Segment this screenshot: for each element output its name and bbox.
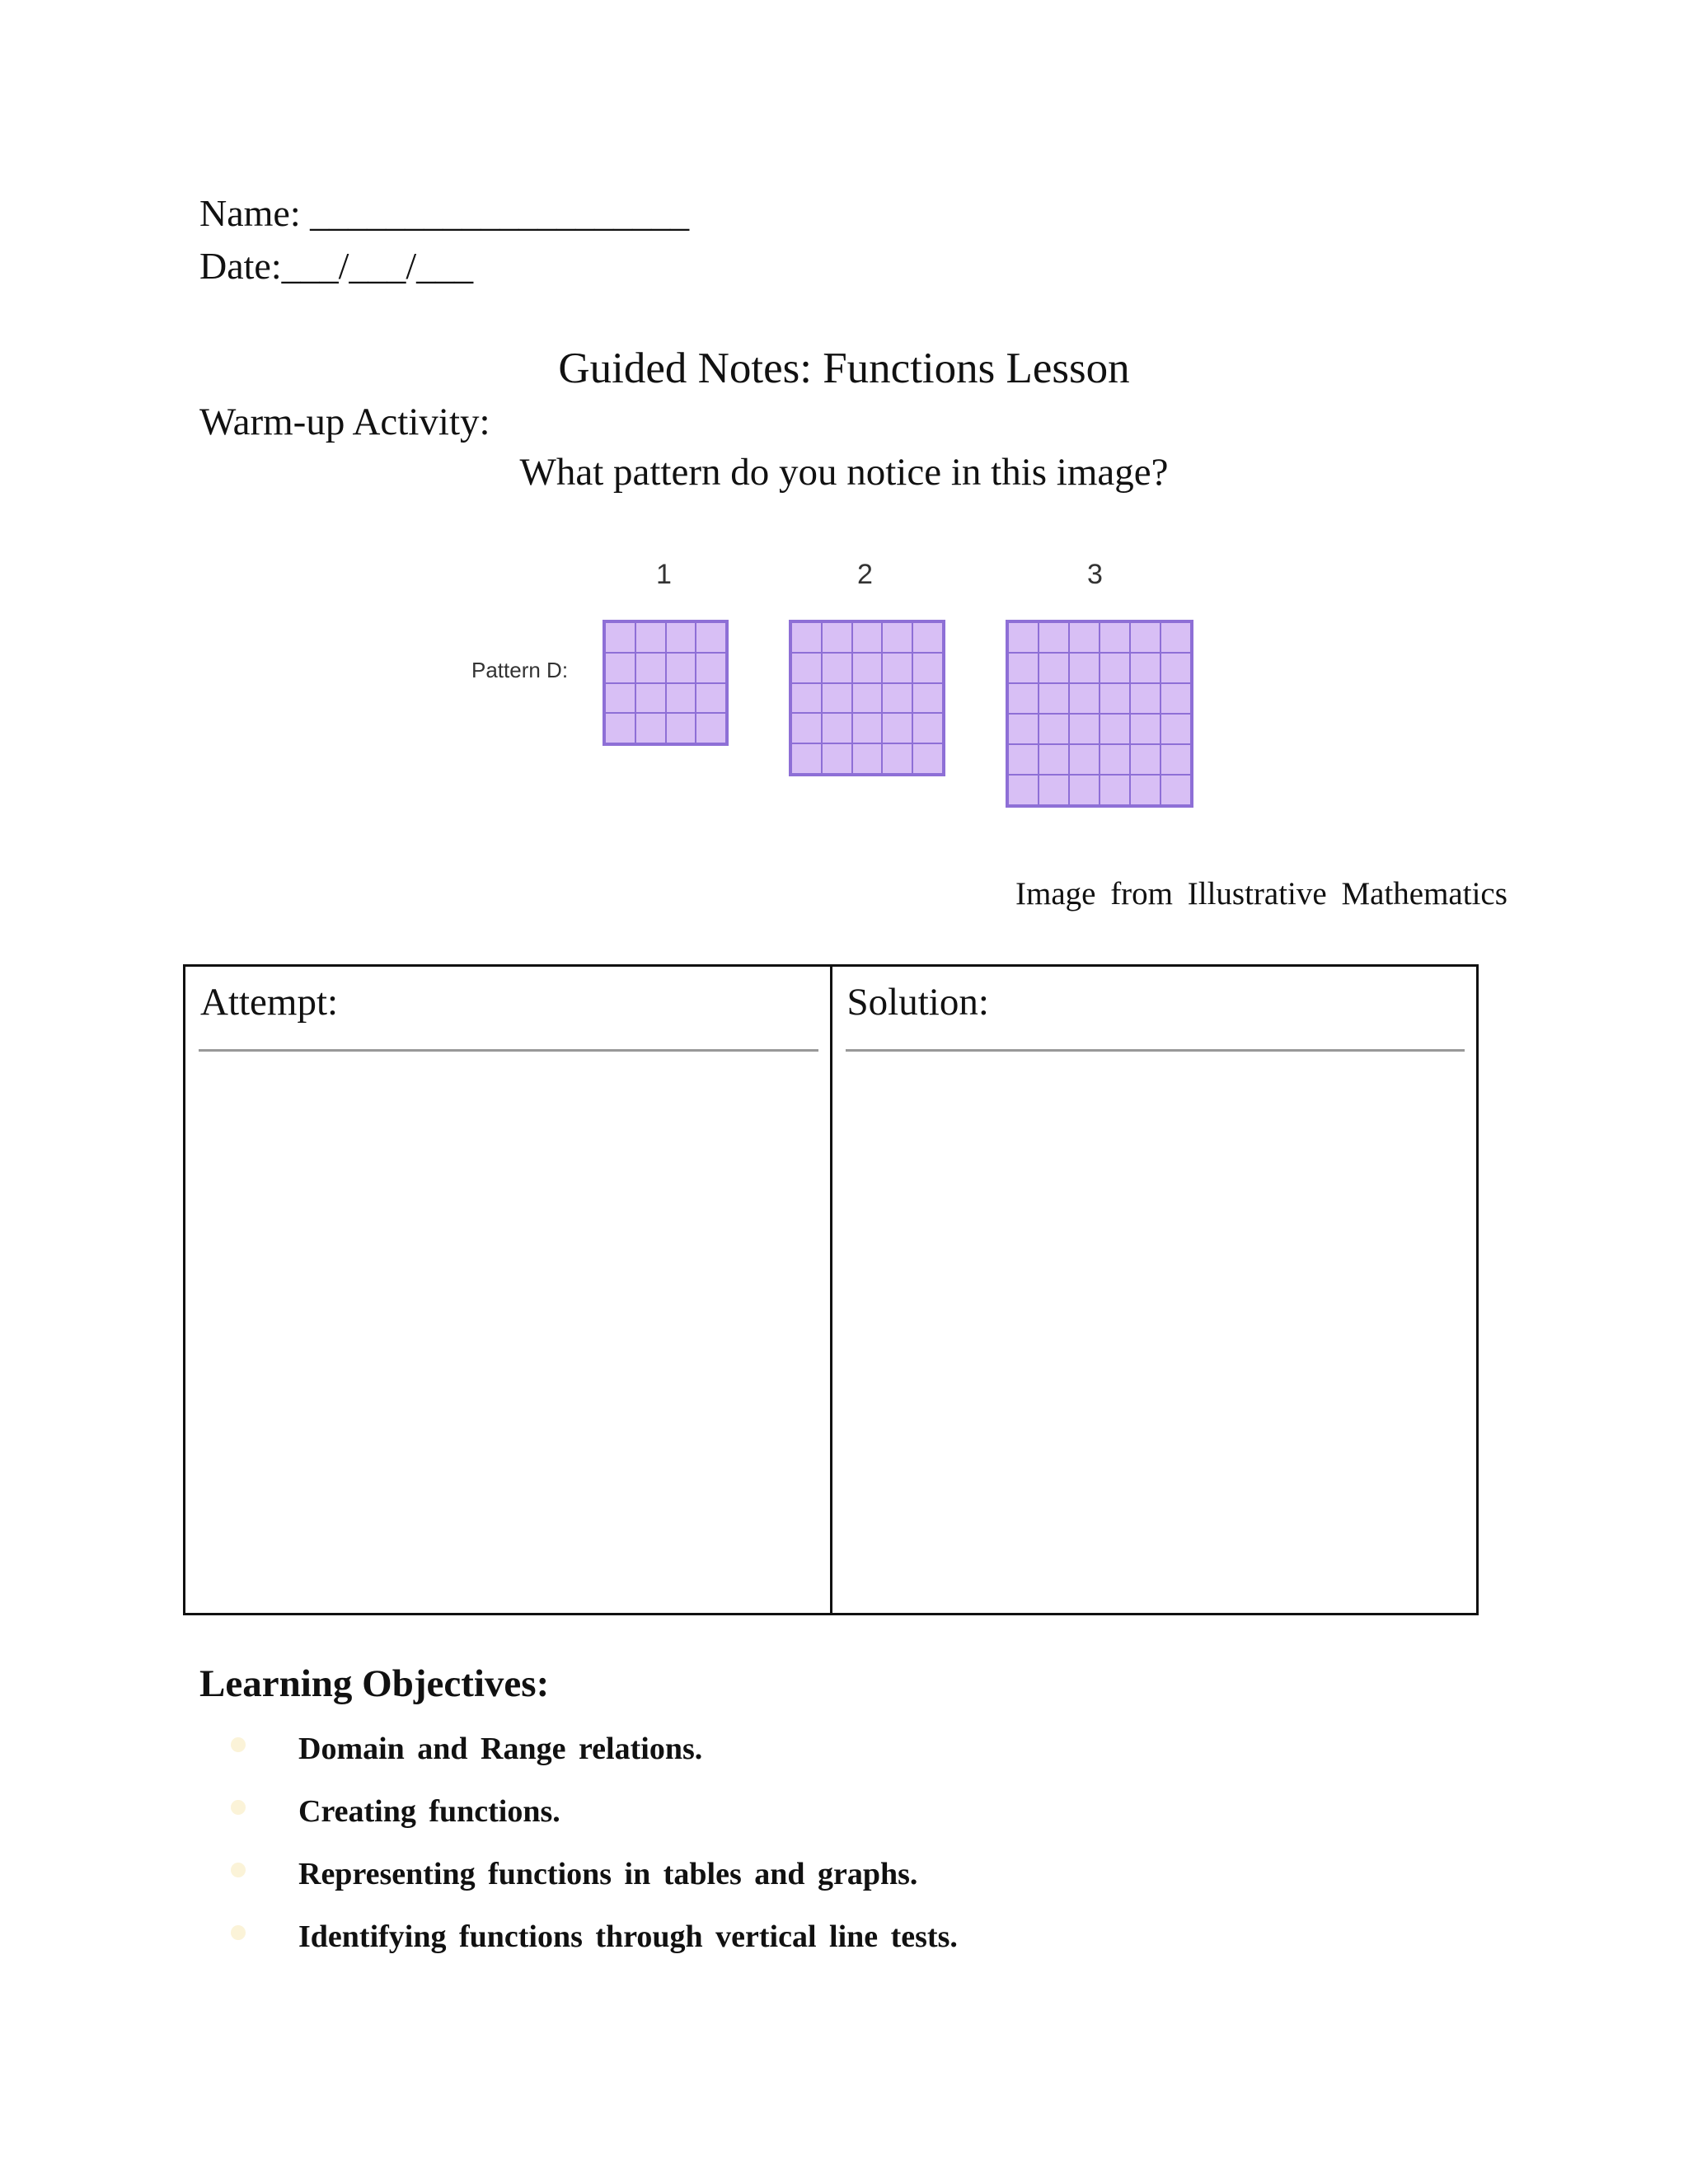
- name-field: Name: ____________________: [199, 192, 690, 234]
- grid-square: [852, 653, 883, 683]
- grid-square: [852, 622, 883, 653]
- grid-square: [852, 743, 883, 774]
- grid-square: [1069, 653, 1100, 683]
- grid-square: [1008, 714, 1039, 744]
- grid-square: [1130, 653, 1160, 683]
- grid-square: [912, 653, 943, 683]
- grid-square: [605, 622, 635, 653]
- grid-square: [822, 653, 852, 683]
- grid-square: [696, 683, 726, 714]
- grid-square: [882, 653, 912, 683]
- grid-square: [882, 713, 912, 743]
- grid-square: [696, 713, 726, 743]
- grid-square: [1039, 744, 1069, 775]
- objective-item: [223, 1731, 958, 1793]
- grid-square: [1039, 775, 1069, 805]
- image-credit: Image from Illustrative Mathematics: [1015, 876, 1507, 912]
- grid-square: [1039, 683, 1069, 714]
- solution-label: Solution:: [846, 981, 989, 1024]
- bullet-icon: [231, 1925, 246, 1940]
- grid-square: [912, 622, 943, 653]
- objective-text: Identifying functions through vertical line tests.: [298, 1919, 958, 1954]
- step-number-2: 2: [857, 559, 873, 590]
- grid-square: [635, 653, 666, 683]
- grid-square: [1100, 714, 1130, 744]
- solution-cell[interactable]: [830, 967, 1477, 1613]
- document-title: [0, 344, 1688, 393]
- grid-square: [605, 683, 635, 714]
- grid-square: [791, 653, 822, 683]
- grid-square: [822, 713, 852, 743]
- grid-square: [696, 622, 726, 653]
- grid-square: [1100, 744, 1130, 775]
- solution-divider: [846, 1049, 1465, 1052]
- grid-square: [666, 713, 696, 743]
- warmup-label: Warm-up Activity:: [199, 401, 490, 443]
- warmup-question: What pattern do you notice in this image?: [519, 451, 1169, 494]
- grid-square: [1039, 622, 1069, 653]
- grid-square: [605, 713, 635, 743]
- pattern-label: Pattern D:: [471, 658, 569, 682]
- objective-text: Creating functions.: [298, 1794, 560, 1829]
- grid-square: [1008, 683, 1039, 714]
- pattern-grid-3: [1006, 620, 1193, 808]
- grid-square: [822, 743, 852, 774]
- grid-square: [1130, 775, 1160, 805]
- grid-square: [1160, 714, 1191, 744]
- grid-square: [822, 683, 852, 714]
- grid-square: [605, 653, 635, 683]
- grid-square: [791, 713, 822, 743]
- objective-text: Domain and Range relations.: [298, 1732, 703, 1766]
- grid-square: [666, 683, 696, 714]
- bullet-icon: [231, 1800, 246, 1815]
- grid-square: [1069, 622, 1100, 653]
- grid-square: [1130, 714, 1160, 744]
- grid-square: [635, 622, 666, 653]
- grid-square: [1130, 744, 1160, 775]
- grid-square: [1069, 775, 1100, 805]
- objective-item: [223, 1919, 958, 1981]
- grid-square: [791, 683, 822, 714]
- grid-square: [1069, 714, 1100, 744]
- objective-item: [223, 1793, 958, 1856]
- grid-square: [1130, 683, 1160, 714]
- grid-square: [852, 713, 883, 743]
- objectives-list: [223, 1731, 958, 1981]
- grid-square: [635, 683, 666, 714]
- grid-square: [1160, 775, 1191, 805]
- grid-square: [1039, 714, 1069, 744]
- pattern-grid-1: [603, 620, 729, 746]
- grid-square: [1160, 683, 1191, 714]
- date-field: Date:___/___/___: [199, 245, 474, 287]
- grid-square: [1008, 622, 1039, 653]
- pattern-figure: [462, 552, 1203, 824]
- grid-square: [1100, 683, 1130, 714]
- grid-square: [1100, 622, 1130, 653]
- bullet-icon: [231, 1863, 246, 1877]
- objectives-heading: Learning Objectives:: [199, 1662, 550, 1705]
- grid-square: [696, 653, 726, 683]
- grid-square: [852, 683, 883, 714]
- attempt-cell[interactable]: [185, 967, 830, 1613]
- attempt-divider: [199, 1049, 818, 1052]
- grid-square: [1160, 653, 1191, 683]
- grid-square: [912, 713, 943, 743]
- grid-square: [635, 713, 666, 743]
- title-text: Guided Notes: Functions Lesson: [558, 344, 1130, 392]
- grid-square: [822, 622, 852, 653]
- grid-square: [666, 653, 696, 683]
- grid-square: [666, 622, 696, 653]
- grid-square: [1008, 744, 1039, 775]
- grid-square: [1039, 653, 1069, 683]
- grid-square: [791, 743, 822, 774]
- grid-square: [1100, 775, 1130, 805]
- grid-square: [1008, 775, 1039, 805]
- grid-square: [882, 743, 912, 774]
- grid-square: [1130, 622, 1160, 653]
- grid-square: [1069, 744, 1100, 775]
- objective-text: Representing functions in tables and graphs.: [298, 1857, 918, 1891]
- grid-square: [1100, 653, 1130, 683]
- grid-square: [1160, 744, 1191, 775]
- grid-square: [912, 743, 943, 774]
- grid-square: [1160, 622, 1191, 653]
- grid-square: [882, 622, 912, 653]
- grid-square: [1008, 653, 1039, 683]
- grid-square: [791, 622, 822, 653]
- pattern-grid-2: [789, 620, 945, 776]
- grid-square: [1069, 683, 1100, 714]
- step-number-3: 3: [1087, 559, 1103, 590]
- step-number-1: 1: [656, 559, 672, 590]
- bullet-icon: [231, 1737, 246, 1752]
- objective-item: [223, 1856, 958, 1919]
- grid-square: [912, 683, 943, 714]
- grid-square: [882, 683, 912, 714]
- attempt-label: Attempt:: [200, 981, 339, 1024]
- attempt-solution-table: [183, 964, 1479, 1615]
